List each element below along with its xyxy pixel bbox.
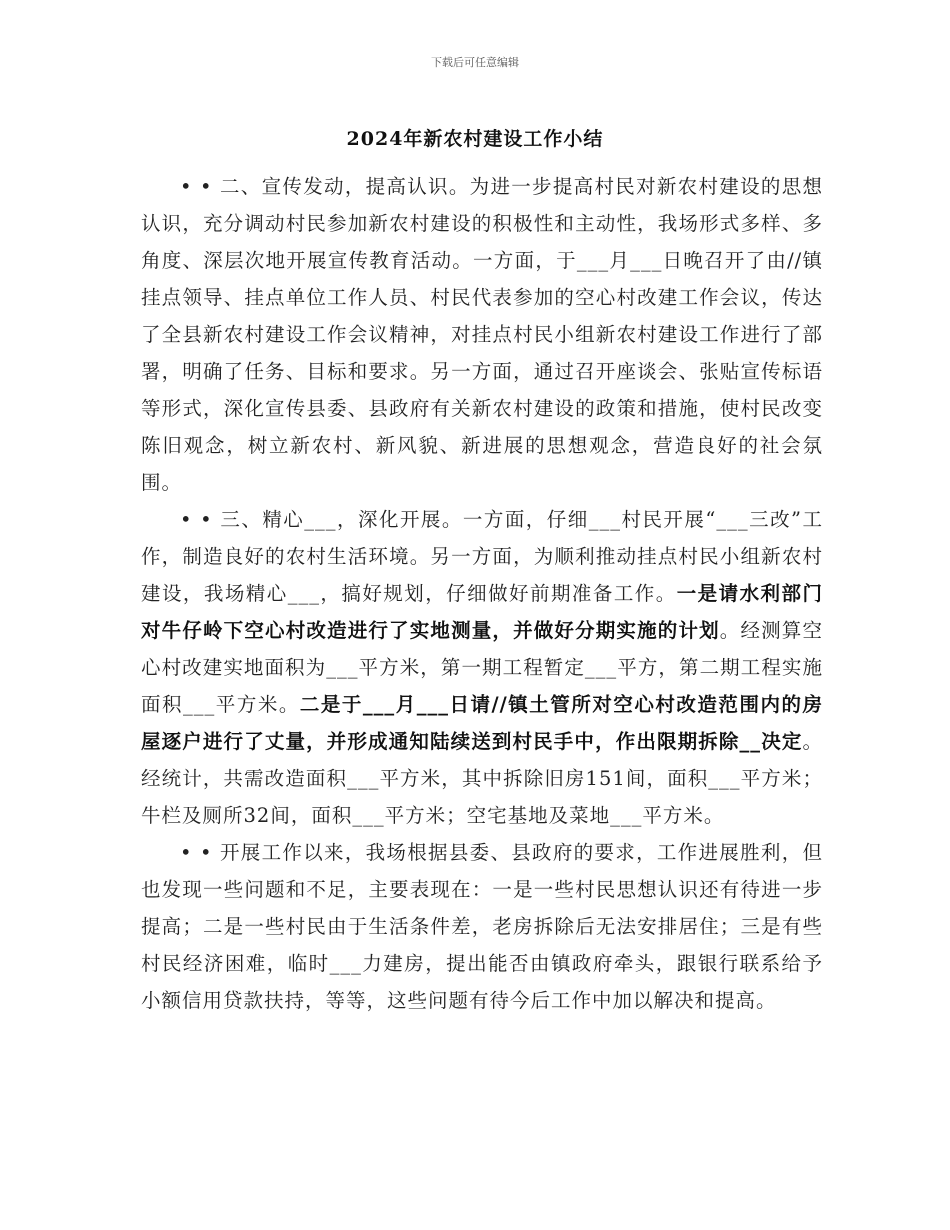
document-body [141, 168, 823, 1019]
header-note: 下载后可任意编辑 [431, 56, 519, 69]
paragraph-text: • • 开展工作以来，我场根据县委、县政府的要求，工作进展胜利，但也发现一些问题和不足，主要表现在：一是一些村民思想认识还有待进一步提高；二是一些村民由于生活条件差，老房拆除后无法安排居住；三是有些村民经济困难，临时___力建房，提出能否由镇政府牵头，跟银行联系给予小额信用贷款扶持，等等，这些问题有待今后工作中加以解决和提高。 [141, 841, 823, 1012]
document-title: 2024年新农村建设工作小结 [346, 128, 604, 150]
paragraph-problems [141, 834, 823, 1019]
paragraph-implementation [141, 501, 823, 834]
paragraph-publicity [141, 168, 823, 501]
paragraph-text: 。经测算空心村改建实地面积为___平方米，第一期工程暂定___平方，第二期工程实施面积___平方米。 [141, 619, 823, 716]
bold-text-survey: 一是请水利部门对牛仔岭下空心村改造进行了实地测量，并做好分期实施的计划 [141, 582, 823, 642]
paragraph-text: • • 二、宣传发动，提高认识。为进一步提高村民对新农村建设的思想认识，充分调动村民参加新农村建设的积极性和主动性，我场形式多样、多角度、深层次地开展宣传教育活动。一方面，于___月___日晚召开了由//镇挂点领导、挂点单位工作人员、村民代表参加的空心村改建工作会议，传达了全县新农村建设工作会议精神，对挂点村民小组新农村建设工作进行了部署，明确了任务、目标和要求。另一方面，通过召开座谈会、张贴宣传标语等形式，深化宣传县委、县政府有关新农村建设的政策和措施，使村民改变陈旧观念，树立新农村、新风貌、新进展的思想观念，营造良好的社会氛围。 [141, 175, 823, 494]
bold-text-measurement: 二是于___月___日请//镇土管所对空心村改造范围内的房屋逐户进行了丈量，并形成通知陆续送到村民手中，作出限期拆除__决定 [141, 693, 823, 753]
paragraph-text: • • 三、精心___，深化开展。一方面，仔细___村民开展“___三改”工作，制造良好的农村生活环境。另一方面，为顺利推动挂点村民小组新农村建设，我场精心___，搞好规划，仔细做好前期准备工作。 [141, 508, 823, 605]
paragraph-text: 。经统计，共需改造面积___平方米，其中拆除旧房151间，面积___平方米；牛栏及厕所32间，面积___平方米；空宅基地及菜地___平方米。 [141, 730, 823, 827]
